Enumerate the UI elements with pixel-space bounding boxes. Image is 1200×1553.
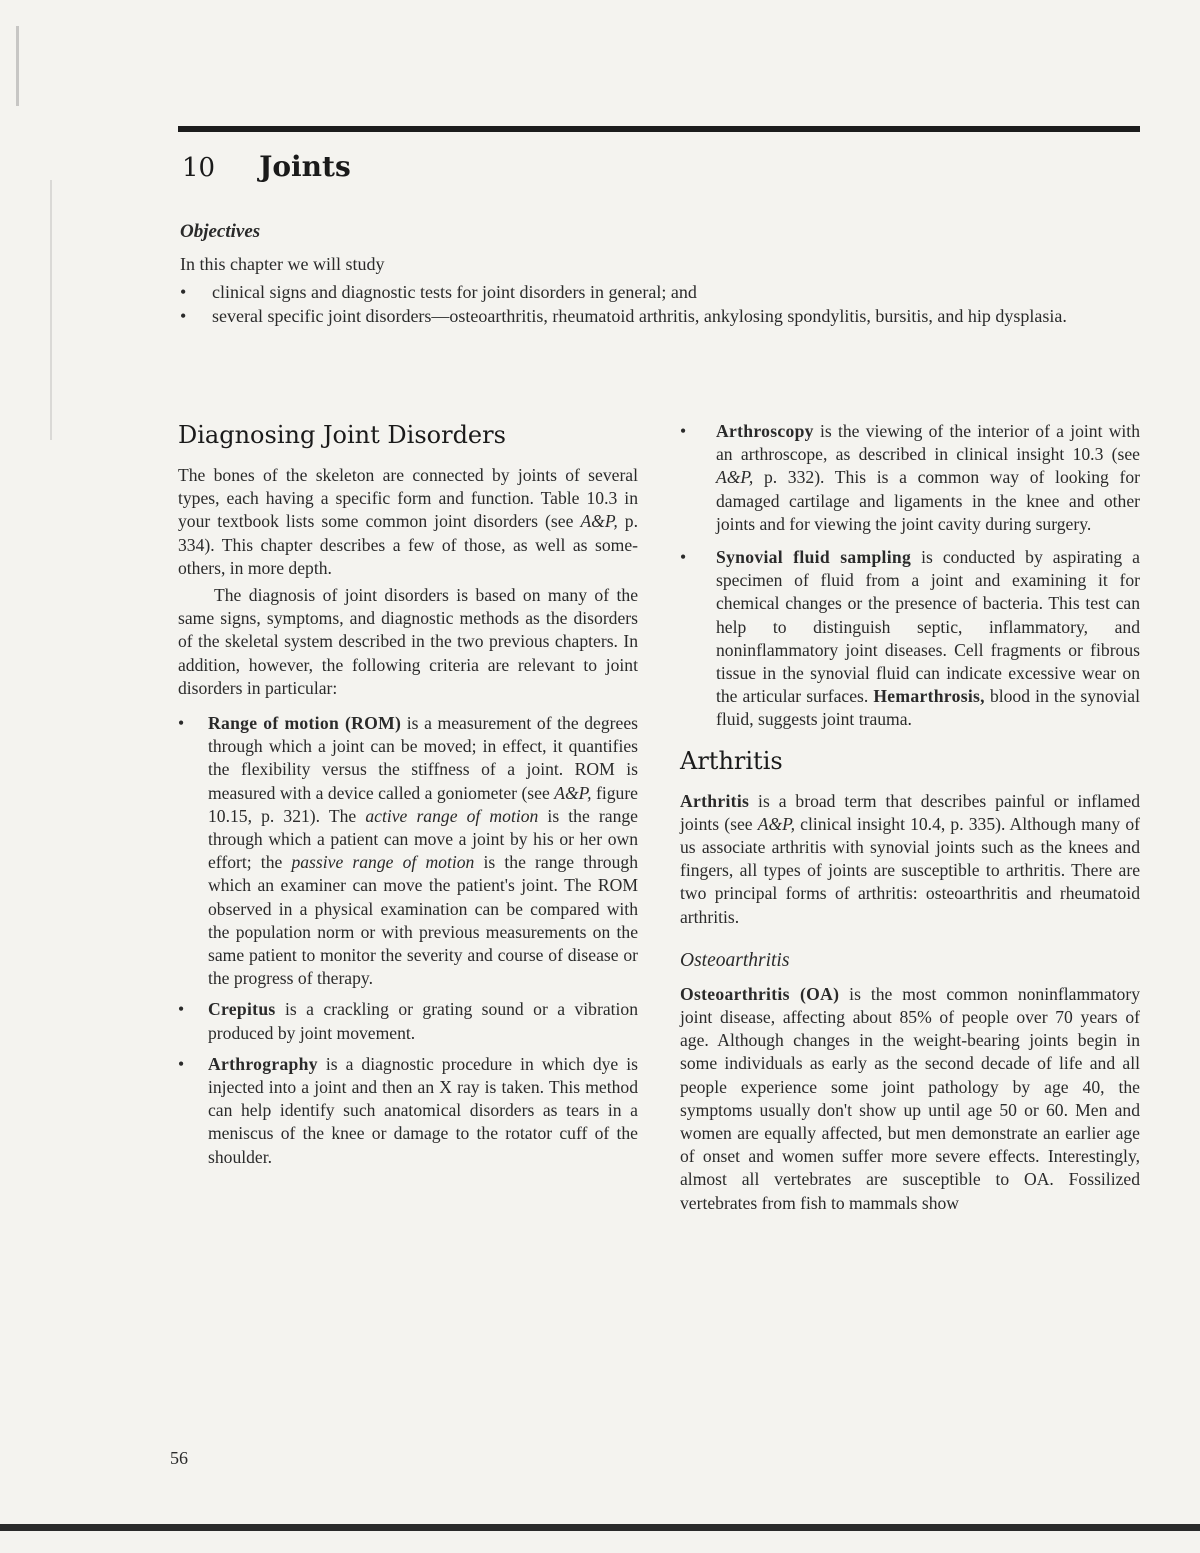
paragraph: Osteoarthritis (OA) is the most common noninflammatory joint disease, affecting about 85% of people over 70 years of age. Although changes in the weight-bearing joints begin in some individuals as early as the second decade of life and all people experience some joint pathology by age 40, the symptoms usually don't show up until age 50 or 60. Men and women are equally affected, but men demonstrate an earlier age of onset and women suffer more severe effects. Interestingly, almost all vertebrates are susceptible to OA. Fossilized vertebrates from fish to mammals show <box>680 983 1140 1213</box>
section-heading-diagnosing: Diagnosing Joint Disorders <box>178 421 506 449</box>
objectives-intro: In this chapter we will study <box>180 254 385 274</box>
chapter-title: Joints <box>259 150 351 183</box>
paragraph: The diagnosis of joint disorders is based on many of the same signs, symptoms, and diagnostic methods as the disorders of the skeletal system described in the two previous chapters. In addition, however, the following criteria are relevant to joint disorders in particular: <box>178 585 638 698</box>
list-item-arthroscopy: • Arthroscopy is the viewing of the interior of a joint with an arthroscope, as described in clinical insight 10.3 (see A&P, p. 332). This is a common way of looking for damaged cartilage and ligaments in the knee and other joints and for viewing the joint cavity during surgery. <box>680 420 1140 536</box>
section-heading-arthritis: Arthritis <box>680 746 783 775</box>
objectives-section <box>180 220 1142 328</box>
criteria-list <box>178 712 638 1169</box>
chapter-header <box>182 150 351 183</box>
chapter-number: 10 <box>182 153 216 183</box>
page-bottom-rule <box>0 1524 1200 1531</box>
scan-artifact <box>50 180 52 440</box>
objective-item: • clinical signs and diagnostic tests for joint disorders in general; and <box>180 280 1142 304</box>
criteria-list-continued <box>680 420 1140 732</box>
chapter-top-rule <box>178 126 1140 132</box>
subsection-heading-osteoarthritis: Osteoarthritis <box>680 949 790 971</box>
list-item-rom: • Range of motion (ROM) is a measurement of the degrees through which a joint can be moved; in effect, it quantifies the flexibility versus the stiffness of a joint. ROM is measured with a device called a goniometer (see A&P, figure 10.15, p. 321). The active range of motion is the range through which a patient can move a joint by his or her own effort; the passive range of motion is the range through which an examiner can move the patient's joint. The ROM observed in a physical examination can be compared with the population norm or with previous measurements on the same patient to monitor the severity and course of disease or the progress of therapy. <box>178 712 638 990</box>
paragraph: Arthritis is a broad term that describes painful or inflamed joints (see A&P, clinical insight 10.4, p. 335). Although many of us associate arthritis with synovial joints such as the knees and fingers, all types of joints are susceptible to arthritis. There are two principal forms of arthritis: osteoarthritis and rheumatoid arthritis. <box>680 790 1141 927</box>
left-column <box>178 420 638 1177</box>
scan-artifact <box>16 26 19 106</box>
objective-item: • several specific joint disorders—osteoarthritis, rheumatoid arthritis, ankylosing spondylitis, bursitis, and hip dysplasia. <box>180 304 1142 328</box>
page-number: 56 <box>170 1448 188 1468</box>
objectives-list <box>180 280 1142 328</box>
list-item-crepitus: • Crepitus is a crackling or grating sound or a vibration produced by joint movement. <box>178 998 638 1044</box>
list-item-arthrography: • Arthrography is a diagnostic procedure in which dye is injected into a joint and then an X ray is taken. This method can help identify such anatomical disorders as tears in a meniscus of the knee or damage to the rotator cuff of the shoulder. <box>178 1053 638 1169</box>
paragraph: The bones of the skeleton are connected by joints of several types, each having a specific form and function. Table 10.3 in your textbook lists some common joint disorders (see A&P, p. 334). This chapter describes a few of those, as well as some-others, in more depth. <box>178 465 639 578</box>
right-column <box>680 420 1140 1215</box>
list-item-synovial-fluid: • Synovial fluid sampling is conducted by aspirating a specimen of fluid from a joint and examining it for chemical changes or the presence of bacteria. This test can help to distinguish septic, inflammatory, and noninflammatory joint diseases. Cell fragments or fibrous tissue in the synovial fluid can indicate excessive wear on the articular surfaces. Hemarthrosis, blood in the synovial fluid, suggests joint trauma. <box>680 546 1140 732</box>
objectives-heading: Objectives <box>180 221 261 242</box>
